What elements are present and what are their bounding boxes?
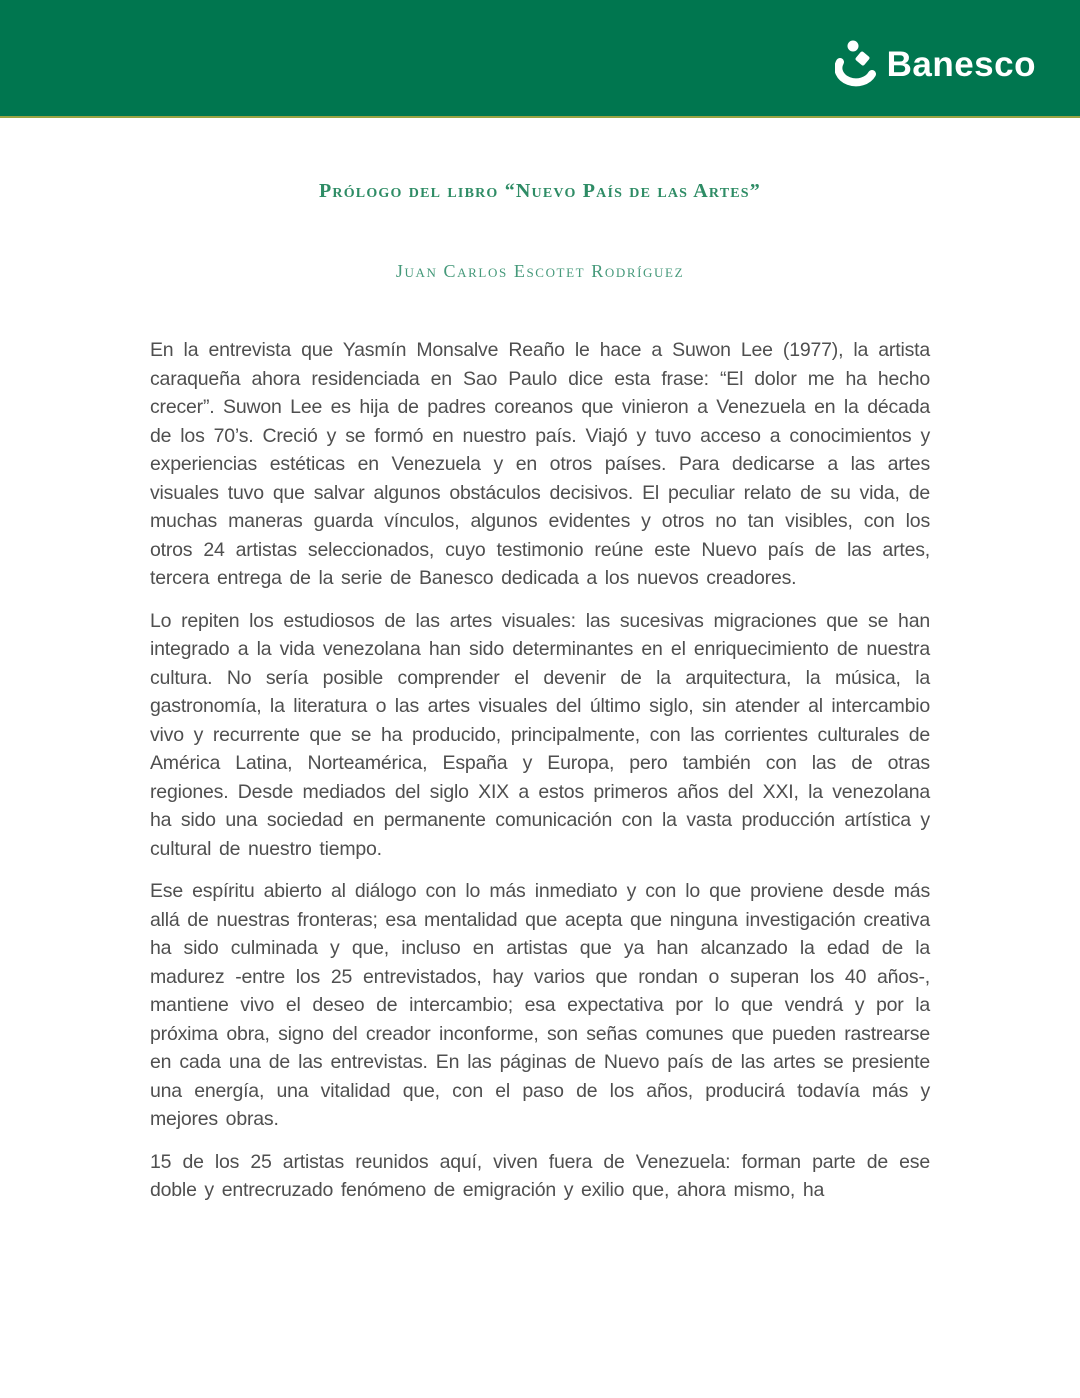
banesco-logo-text: Banesco — [886, 44, 1036, 84]
document-author: Juan Carlos Escotet Rodríguez — [395, 261, 685, 281]
banesco-logo — [835, 38, 1036, 90]
document-body — [150, 282, 930, 1205]
header-banner — [0, 0, 1080, 118]
banesco-pulse-icon — [835, 38, 881, 90]
paragraph-4: 15 de los 25 artistas reunidos aquí, viven fuera de Venezuela: forman parte de ese doble y entrecruzado fenómeno de emigración y exilio que, ahora mismo, ha — [150, 1150, 930, 1201]
paragraph-1: En la entrevista que Yasmín Monsalve Reaño le hace a Suwon Lee (1977), la artista caraqueña ahora residenciada en Sao Paulo dice esta frase: “El dolor me ha hecho crecer”. Suwon Lee es hija de padres coreanos que vinieron a Venezuela en la década de los 70’s. Creció y se formó en nuestro país. Viajó y tuvo acceso a conocimientos y experiencias estéticas en Venezuela y en otros países. Para dedicarse a las artes visuales tuvo que salvar algunos obstáculos decisivos. El peculiar relato de su vida, de muchas maneras guarda vínculos, algunos evidentes y otros no tan visibles, con los otros 24 artistas seleccionados, cuyo testimonio reúne este Nuevo país de las artes, tercera entrega de la serie de Banesco dedicada a los nuevos creadores. — [150, 339, 930, 589]
paragraph-3: Ese espíritu abierto al diálogo con lo más inmediato y con lo que proviene desde más allá de nuestras fronteras; esa mentalidad que acepta que ninguna investigación creativa ha sido culminada y que, incluso en artistas que ya han alcanzado la edad de la madurez -entre los 25 entrevistados, hay varios que rondan o superan los 40 años-, mantiene vivo el deseo de intercambio; esa expectativa por lo que vendrá y por la próxima obra, signo del creador inconforme, son señas comunes que pueden rastrearse en cada una de las entrevistas. En las páginas de Nuevo país de las artes se presiente una energía, una vitalidad que, con el paso de los años, producirá todavía más y mejores obras. — [150, 880, 930, 1130]
document-page — [0, 118, 1080, 1205]
document-title: Prólogo del libro “Nuevo País de las Artes” — [318, 180, 761, 202]
paragraph-2: Lo repiten los estudiosos de las artes visuales: las sucesivas migraciones que se han integrado a la vida venezolana han sido determinantes en el enriquecimiento de nuestra cultura. No sería posible comprender el devenir de la arquitectura, la música, la gastronomía, la literatura o las artes visuales del último siglo, sin atender al intercambio vivo y recurrente que se ha producido, principalmente, con las corrientes culturales de América Latina, Norteamérica, España y Europa, pero también con las de otras regiones. Desde mediados del siglo XIX a estos primeros años del XXI, la venezolana ha sido una sociedad en permanente comunicación con la vasta producción artística y cultural de nuestro tiempo. — [150, 609, 930, 860]
